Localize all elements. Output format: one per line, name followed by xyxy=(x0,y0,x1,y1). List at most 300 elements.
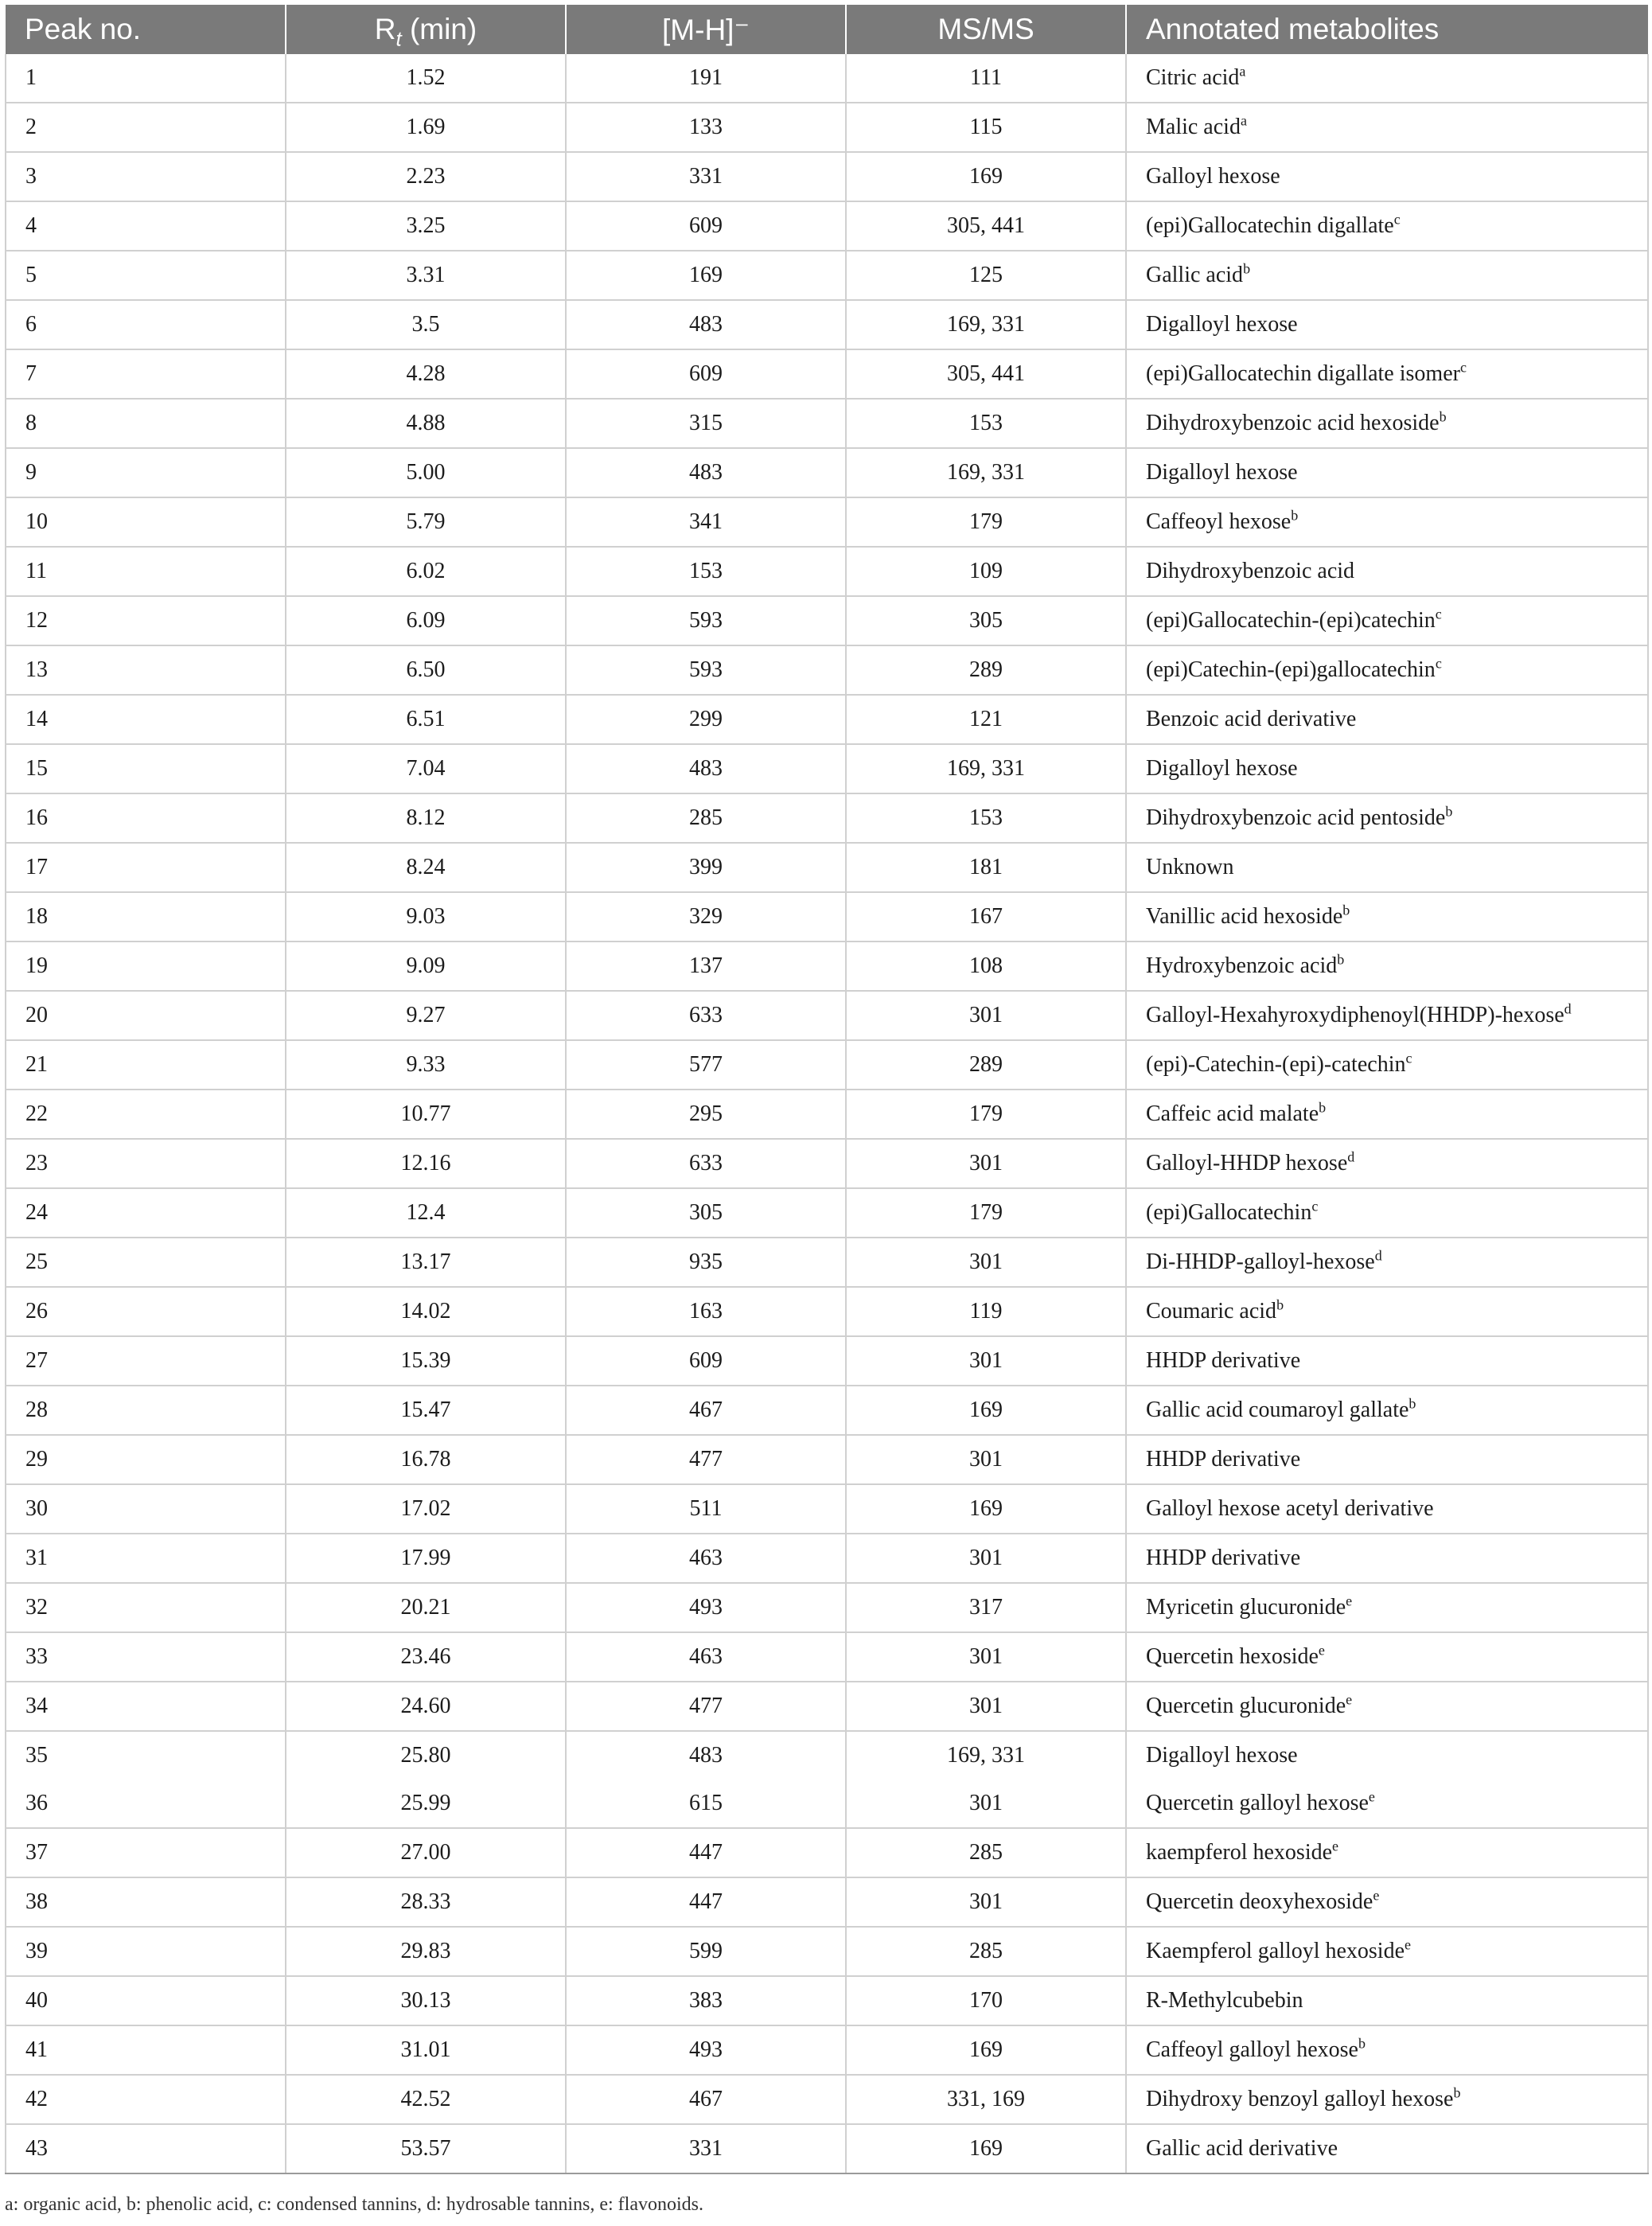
msms-cell: 301 xyxy=(846,1336,1126,1386)
footnote-marker: b xyxy=(1243,260,1251,277)
metabolite-name-cell: Quercetin galloyl hexose$^e$ xyxy=(1126,1780,1648,1828)
table-row xyxy=(6,941,1648,991)
metabolite-name-cell: Galloyl-Hexahyroxydiphenoyl(HHDP)-hexose$^d$ xyxy=(1126,991,1648,1040)
header-rt-main: R xyxy=(374,13,396,45)
msms-cell: 301 xyxy=(846,1534,1126,1583)
footnote-marker: e xyxy=(1368,1788,1375,1805)
metabolite-name-cell: Coumaric acid$^b$ xyxy=(1126,1287,1648,1336)
table-row xyxy=(6,1534,1648,1583)
metabolite-name-cell: Galloyl-HHDP hexose$^d$ xyxy=(1126,1139,1648,1188)
mh-cell: 163 xyxy=(566,1287,846,1336)
table-row xyxy=(6,645,1648,695)
retention-time-cell: 2.23 xyxy=(286,152,566,201)
peak-cell: 7 xyxy=(6,349,286,399)
retention-time-cell: 8.24 xyxy=(286,843,566,892)
footnote-marker: b xyxy=(1319,1099,1327,1116)
retention-time-cell: 53.57 xyxy=(286,2124,566,2173)
msms-cell: 305, 441 xyxy=(846,201,1126,251)
msms-cell: 289 xyxy=(846,1040,1126,1090)
table-row xyxy=(6,1139,1648,1188)
footnote-marker: e xyxy=(1346,1593,1353,1609)
metabolite-name-cell: Galloyl hexose acetyl derivative xyxy=(1126,1484,1648,1534)
msms-cell: 169 xyxy=(846,1484,1126,1534)
msms-cell: 301 xyxy=(846,1238,1126,1287)
mh-cell: 331 xyxy=(566,152,846,201)
table-row xyxy=(6,1583,1648,1632)
retention-time-cell: 28.33 xyxy=(286,1877,566,1927)
metabolite-name-cell: Digalloyl hexose xyxy=(1126,300,1648,349)
table-row xyxy=(6,1976,1648,2025)
msms-cell: 170 xyxy=(846,1976,1126,2025)
retention-time-cell: 3.31 xyxy=(286,251,566,300)
mh-cell: 399 xyxy=(566,843,846,892)
peak-cell: 43 xyxy=(6,2124,286,2173)
mh-cell: 577 xyxy=(566,1040,846,1090)
msms-cell: 169 xyxy=(846,2124,1126,2173)
peak-cell: 21 xyxy=(6,1040,286,1090)
metabolite-name-cell: Hydroxybenzoic acid$^b$ xyxy=(1126,941,1648,991)
footnote-marker: c xyxy=(1393,211,1401,228)
peak-cell: 24 xyxy=(6,1188,286,1238)
retention-time-cell: 25.80 xyxy=(286,1731,566,1780)
peak-cell: 39 xyxy=(6,1927,286,1976)
table-row xyxy=(6,1386,1648,1435)
table-row xyxy=(6,1682,1648,1731)
mh-cell: 191 xyxy=(566,54,846,103)
retention-time-cell: 42.52 xyxy=(286,2075,566,2124)
mh-cell: 329 xyxy=(566,892,846,941)
mh-cell: 477 xyxy=(566,1682,846,1731)
footnote-marker: c xyxy=(1435,655,1442,672)
peak-cell: 15 xyxy=(6,744,286,793)
footnote-marker: c xyxy=(1311,1198,1319,1214)
peak-cell: 18 xyxy=(6,892,286,941)
footnote-marker: b xyxy=(1342,902,1350,918)
table-row xyxy=(6,1484,1648,1534)
peak-cell: 11 xyxy=(6,547,286,596)
metabolite-table xyxy=(5,5,1649,2174)
msms-cell: 179 xyxy=(846,497,1126,547)
retention-time-cell: 25.99 xyxy=(286,1780,566,1828)
metabolite-name-cell: Dihydroxy benzoyl galloyl hexose$^b$ xyxy=(1126,2075,1648,2124)
peak-cell: 5 xyxy=(6,251,286,300)
peak-cell: 27 xyxy=(6,1336,286,1386)
metabolite-name-cell: Myricetin glucuronide$^e$ xyxy=(1126,1583,1648,1632)
metabolite-name-cell: Gallic acid$^b$ xyxy=(1126,251,1648,300)
table-row xyxy=(6,843,1648,892)
table-body xyxy=(6,54,1648,2173)
mh-cell: 133 xyxy=(566,103,846,152)
table-row xyxy=(6,991,1648,1040)
header-retention-time xyxy=(286,5,566,54)
table-row xyxy=(6,152,1648,201)
metabolite-name-cell: Citric acid$^a$ xyxy=(1126,54,1648,103)
mh-cell: 609 xyxy=(566,349,846,399)
msms-cell: 169, 331 xyxy=(846,300,1126,349)
peak-cell: 26 xyxy=(6,1287,286,1336)
retention-time-cell: 10.77 xyxy=(286,1090,566,1139)
msms-cell: 119 xyxy=(846,1287,1126,1336)
footnote-marker: b xyxy=(1291,507,1299,524)
footnote-marker: b xyxy=(1453,2084,1461,2101)
metabolite-name-cell: Unknown xyxy=(1126,843,1648,892)
msms-cell: 153 xyxy=(846,399,1126,448)
peak-cell: 20 xyxy=(6,991,286,1040)
msms-cell: 109 xyxy=(846,547,1126,596)
peak-cell: 41 xyxy=(6,2025,286,2075)
metabolite-name-cell: HHDP derivative xyxy=(1126,1435,1648,1484)
mh-cell: 305 xyxy=(566,1188,846,1238)
header-peak-no: Peak no. xyxy=(6,5,286,54)
mh-cell: 593 xyxy=(566,596,846,645)
retention-time-cell: 6.02 xyxy=(286,547,566,596)
footnote-marker: b xyxy=(1276,1296,1284,1313)
retention-time-cell: 14.02 xyxy=(286,1287,566,1336)
retention-time-cell: 31.01 xyxy=(286,2025,566,2075)
metabolite-name-cell: Quercetin deoxyhexoside$^e$ xyxy=(1126,1877,1648,1927)
table-row xyxy=(6,2025,1648,2075)
metabolite-name-cell: Caffeoyl galloyl hexose$^b$ xyxy=(1126,2025,1648,2075)
msms-cell: 169 xyxy=(846,1386,1126,1435)
msms-cell: 301 xyxy=(846,1139,1126,1188)
mh-cell: 615 xyxy=(566,1780,846,1828)
table-row xyxy=(6,1090,1648,1139)
table-row xyxy=(6,744,1648,793)
retention-time-cell: 6.09 xyxy=(286,596,566,645)
mh-cell: 609 xyxy=(566,1336,846,1386)
metabolite-name-cell: Digalloyl hexose xyxy=(1126,1731,1648,1780)
metabolite-name-cell: Caffeoyl hexose$^b$ xyxy=(1126,497,1648,547)
metabolite-name-cell: Dihydroxybenzoic acid hexoside$^b$ xyxy=(1126,399,1648,448)
retention-time-cell: 17.99 xyxy=(286,1534,566,1583)
retention-time-cell: 4.28 xyxy=(286,349,566,399)
msms-cell: 301 xyxy=(846,991,1126,1040)
mh-cell: 599 xyxy=(566,1927,846,1976)
msms-cell: 121 xyxy=(846,695,1126,744)
metabolite-name-cell: (epi)Gallocatechin digallate$^c$ xyxy=(1126,201,1648,251)
retention-time-cell: 8.12 xyxy=(286,793,566,843)
footnote-marker: b xyxy=(1408,1395,1416,1412)
header-msms: MS/MS xyxy=(846,5,1126,54)
metabolite-name-cell: Quercetin glucuronide$^e$ xyxy=(1126,1682,1648,1731)
msms-cell: 181 xyxy=(846,843,1126,892)
retention-time-cell: 12.16 xyxy=(286,1139,566,1188)
peak-cell: 4 xyxy=(6,201,286,251)
peak-cell: 23 xyxy=(6,1139,286,1188)
retention-time-cell: 23.46 xyxy=(286,1632,566,1682)
peak-cell: 25 xyxy=(6,1238,286,1287)
msms-cell: 153 xyxy=(846,793,1126,843)
peak-cell: 3 xyxy=(6,152,286,201)
peak-cell: 22 xyxy=(6,1090,286,1139)
table-footnote: a: organic acid, b: phenolic acid, c: condensed tannins, d: hydrosable tannins, e: flavonoids. xyxy=(5,2194,703,2215)
msms-cell: 169, 331 xyxy=(846,1731,1126,1780)
footnote-marker: c xyxy=(1459,359,1467,376)
msms-cell: 125 xyxy=(846,251,1126,300)
table-row xyxy=(6,892,1648,941)
table-row xyxy=(6,596,1648,645)
metabolite-name-cell: (epi)Gallocatechin-(epi)catechin$^c$ xyxy=(1126,596,1648,645)
mh-cell: 609 xyxy=(566,201,846,251)
table-row xyxy=(6,1336,1648,1386)
retention-time-cell: 1.69 xyxy=(286,103,566,152)
mh-cell: 153 xyxy=(566,547,846,596)
metabolite-name-cell: (epi)-Catechin-(epi)-catechin$^c$ xyxy=(1126,1040,1648,1090)
peak-cell: 31 xyxy=(6,1534,286,1583)
retention-time-cell: 9.09 xyxy=(286,941,566,991)
peak-cell: 33 xyxy=(6,1632,286,1682)
retention-time-cell: 12.4 xyxy=(286,1188,566,1238)
msms-cell: 331, 169 xyxy=(846,2075,1126,2124)
table-row xyxy=(6,448,1648,497)
msms-cell: 285 xyxy=(846,1828,1126,1877)
header-rt-unit: (min) xyxy=(401,13,477,45)
peak-cell: 10 xyxy=(6,497,286,547)
metabolite-name-cell: Quercetin hexoside$^e$ xyxy=(1126,1632,1648,1682)
header-mh: [M-H]⁻ xyxy=(566,5,846,54)
peak-cell: 9 xyxy=(6,448,286,497)
mh-cell: 493 xyxy=(566,1583,846,1632)
msms-cell: 289 xyxy=(846,645,1126,695)
metabolite-name-cell: (epi)Gallocatechin digallate isomer$^c$ xyxy=(1126,349,1648,399)
metabolite-name-cell: Galloyl hexose xyxy=(1126,152,1648,201)
footnote-marker: e xyxy=(1346,1691,1353,1708)
table-row xyxy=(6,1238,1648,1287)
metabolite-name-cell: (epi)Catechin-(epi)gallocatechin$^c$ xyxy=(1126,645,1648,695)
retention-time-cell: 9.33 xyxy=(286,1040,566,1090)
table-row xyxy=(6,1632,1648,1682)
metabolite-name-cell: Caffeic acid malate$^b$ xyxy=(1126,1090,1648,1139)
mh-cell: 169 xyxy=(566,251,846,300)
table-header-row xyxy=(6,5,1648,54)
table-row xyxy=(6,349,1648,399)
footnote-marker: a xyxy=(1239,63,1246,80)
table-row xyxy=(6,1731,1648,1780)
msms-cell: 301 xyxy=(846,1682,1126,1731)
mh-cell: 315 xyxy=(566,399,846,448)
peak-cell: 8 xyxy=(6,399,286,448)
retention-time-cell: 13.17 xyxy=(286,1238,566,1287)
msms-cell: 301 xyxy=(846,1780,1126,1828)
retention-time-cell: 5.79 xyxy=(286,497,566,547)
table-row xyxy=(6,1435,1648,1484)
table-row xyxy=(6,1040,1648,1090)
peak-cell: 29 xyxy=(6,1435,286,1484)
table-row xyxy=(6,1877,1648,1927)
retention-time-cell: 20.21 xyxy=(286,1583,566,1632)
footnote-marker: d xyxy=(1564,1000,1572,1017)
retention-time-cell: 27.00 xyxy=(286,1828,566,1877)
peak-cell: 40 xyxy=(6,1976,286,2025)
peak-cell: 14 xyxy=(6,695,286,744)
retention-time-cell: 16.78 xyxy=(286,1435,566,1484)
msms-cell: 179 xyxy=(846,1090,1126,1139)
metabolite-name-cell: R-Methylcubebin xyxy=(1126,1976,1648,2025)
peak-cell: 16 xyxy=(6,793,286,843)
retention-time-cell: 3.25 xyxy=(286,201,566,251)
msms-cell: 167 xyxy=(846,892,1126,941)
msms-cell: 301 xyxy=(846,1632,1126,1682)
retention-time-cell: 24.60 xyxy=(286,1682,566,1731)
table-row xyxy=(6,1287,1648,1336)
mh-cell: 341 xyxy=(566,497,846,547)
footnote-marker: b xyxy=(1358,2035,1366,2052)
retention-time-cell: 9.27 xyxy=(286,991,566,1040)
peak-cell: 30 xyxy=(6,1484,286,1534)
table-row xyxy=(6,1828,1648,1877)
table-row xyxy=(6,2075,1648,2124)
mh-cell: 285 xyxy=(566,793,846,843)
table-row xyxy=(6,695,1648,744)
header-annotated-metabolites: Annotated metabolites xyxy=(1126,5,1648,54)
retention-time-cell: 3.5 xyxy=(286,300,566,349)
footnote-marker: b xyxy=(1337,951,1345,968)
metabolite-name-cell: Digalloyl hexose xyxy=(1126,744,1648,793)
peak-cell: 32 xyxy=(6,1583,286,1632)
footnote-marker: c xyxy=(1405,1050,1412,1066)
metabolite-name-cell: Gallic acid coumaroyl gallate$^b$ xyxy=(1126,1386,1648,1435)
mh-cell: 483 xyxy=(566,744,846,793)
mh-cell: 447 xyxy=(566,1877,846,1927)
footnote-marker: b xyxy=(1439,408,1447,425)
metabolite-name-cell: Gallic acid derivative xyxy=(1126,2124,1648,2173)
metabolite-name-cell: Di-HHDP-galloyl-hexose$^d$ xyxy=(1126,1238,1648,1287)
peak-cell: 28 xyxy=(6,1386,286,1435)
footnote-marker: b xyxy=(1445,803,1453,820)
mh-cell: 295 xyxy=(566,1090,846,1139)
retention-time-cell: 1.52 xyxy=(286,54,566,103)
metabolite-name-cell: Dihydroxybenzoic acid pentoside$^b$ xyxy=(1126,793,1648,843)
table-row xyxy=(6,1780,1648,1828)
mh-cell: 477 xyxy=(566,1435,846,1484)
peak-cell: 35 xyxy=(6,1731,286,1780)
msms-cell: 301 xyxy=(846,1435,1126,1484)
mh-cell: 511 xyxy=(566,1484,846,1534)
retention-time-cell: 15.39 xyxy=(286,1336,566,1386)
mh-cell: 493 xyxy=(566,2025,846,2075)
msms-cell: 115 xyxy=(846,103,1126,152)
msms-cell: 108 xyxy=(846,941,1126,991)
peak-cell: 1 xyxy=(6,54,286,103)
peak-cell: 38 xyxy=(6,1877,286,1927)
metabolite-table-container xyxy=(5,5,1647,2174)
metabolite-name-cell: Kaempferol galloyl hexoside$^e$ xyxy=(1126,1927,1648,1976)
peak-cell: 37 xyxy=(6,1828,286,1877)
metabolite-name-cell: kaempferol hexoside$^e$ xyxy=(1126,1828,1648,1877)
retention-time-cell: 30.13 xyxy=(286,1976,566,2025)
table-row xyxy=(6,399,1648,448)
metabolite-name-cell: Dihydroxybenzoic acid xyxy=(1126,547,1648,596)
peak-cell: 42 xyxy=(6,2075,286,2124)
mh-cell: 633 xyxy=(566,991,846,1040)
metabolite-name-cell: HHDP derivative xyxy=(1126,1336,1648,1386)
mh-cell: 593 xyxy=(566,645,846,695)
mh-cell: 483 xyxy=(566,300,846,349)
msms-cell: 285 xyxy=(846,1927,1126,1976)
mh-cell: 633 xyxy=(566,1139,846,1188)
table-row xyxy=(6,547,1648,596)
retention-time-cell: 15.47 xyxy=(286,1386,566,1435)
footnote-marker: a xyxy=(1240,112,1247,129)
mh-cell: 463 xyxy=(566,1534,846,1583)
peak-cell: 19 xyxy=(6,941,286,991)
table-row xyxy=(6,793,1648,843)
msms-cell: 111 xyxy=(846,54,1126,103)
mh-cell: 483 xyxy=(566,448,846,497)
mh-cell: 463 xyxy=(566,1632,846,1682)
metabolite-name-cell: HHDP derivative xyxy=(1126,1534,1648,1583)
table-row xyxy=(6,2124,1648,2173)
msms-cell: 301 xyxy=(846,1877,1126,1927)
peak-cell: 13 xyxy=(6,645,286,695)
peak-cell: 34 xyxy=(6,1682,286,1731)
header-rt-subscript: t xyxy=(395,26,402,51)
footnote-marker: c xyxy=(1435,606,1442,622)
mh-cell: 467 xyxy=(566,1386,846,1435)
msms-cell: 169 xyxy=(846,152,1126,201)
mh-cell: 935 xyxy=(566,1238,846,1287)
footnote-marker: e xyxy=(1332,1838,1339,1854)
table-row xyxy=(6,103,1648,152)
footnote-marker: e xyxy=(1405,1936,1412,1953)
table-row xyxy=(6,1188,1648,1238)
retention-time-cell: 7.04 xyxy=(286,744,566,793)
msms-cell: 179 xyxy=(846,1188,1126,1238)
table-row xyxy=(6,54,1648,103)
table-row xyxy=(6,1927,1648,1976)
msms-cell: 305, 441 xyxy=(846,349,1126,399)
mh-cell: 299 xyxy=(566,695,846,744)
footnote-marker: d xyxy=(1374,1247,1382,1264)
retention-time-cell: 29.83 xyxy=(286,1927,566,1976)
msms-cell: 317 xyxy=(846,1583,1126,1632)
metabolite-name-cell: Malic acid$^a$ xyxy=(1126,103,1648,152)
retention-time-cell: 5.00 xyxy=(286,448,566,497)
retention-time-cell: 17.02 xyxy=(286,1484,566,1534)
msms-cell: 169, 331 xyxy=(846,448,1126,497)
msms-cell: 169, 331 xyxy=(846,744,1126,793)
peak-cell: 6 xyxy=(6,300,286,349)
msms-cell: 305 xyxy=(846,596,1126,645)
mh-cell: 447 xyxy=(566,1828,846,1877)
metabolite-name-cell: Benzoic acid derivative xyxy=(1126,695,1648,744)
retention-time-cell: 6.50 xyxy=(286,645,566,695)
mh-cell: 331 xyxy=(566,2124,846,2173)
mh-cell: 383 xyxy=(566,1976,846,2025)
retention-time-cell: 9.03 xyxy=(286,892,566,941)
retention-time-cell: 6.51 xyxy=(286,695,566,744)
mh-cell: 467 xyxy=(566,2075,846,2124)
metabolite-name-cell: (epi)Gallocatechin$^c$ xyxy=(1126,1188,1648,1238)
table-row xyxy=(6,201,1648,251)
table-row xyxy=(6,300,1648,349)
metabolite-name-cell: Digalloyl hexose xyxy=(1126,448,1648,497)
footnote-marker: d xyxy=(1347,1148,1355,1165)
table-row xyxy=(6,497,1648,547)
mh-cell: 137 xyxy=(566,941,846,991)
msms-cell: 169 xyxy=(846,2025,1126,2075)
peak-cell: 12 xyxy=(6,596,286,645)
peak-cell: 17 xyxy=(6,843,286,892)
peak-cell: 36 xyxy=(6,1780,286,1828)
metabolite-name-cell: Vanillic acid hexoside$^b$ xyxy=(1126,892,1648,941)
footnote-marker: e xyxy=(1373,1887,1380,1904)
peak-cell: 2 xyxy=(6,103,286,152)
retention-time-cell: 4.88 xyxy=(286,399,566,448)
footnote-marker: e xyxy=(1318,1642,1325,1659)
mh-cell: 483 xyxy=(566,1731,846,1780)
table-row xyxy=(6,251,1648,300)
